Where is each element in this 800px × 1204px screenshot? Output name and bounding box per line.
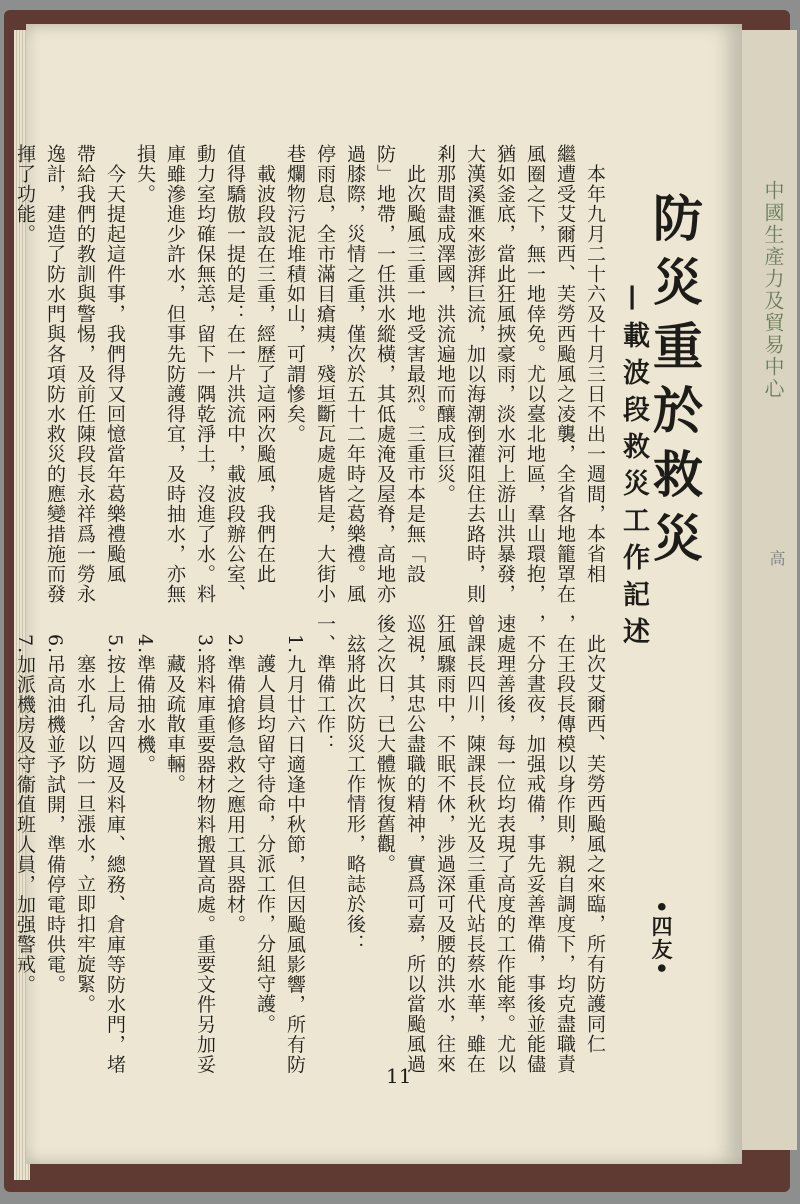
lower-text-column: 6.吊高油機並予試開，準備停電時供電。 [44,614,66,995]
upper-text-column: 大漢溪滙來澎湃巨流，加以海潮倒灌阻住去路時，則 [464,144,486,604]
lower-text-column: ，不分晝夜，加强戒備，事先妥善準備，事後並能儘 [524,614,546,1074]
lower-text-column: 5.按上局舍四週及料庫、總務、倉庫等防水門，堵 [104,614,126,1075]
upper-text-column: 防」地帶，一任洪水縱橫，其低處淹及屋脊，高地亦 [374,144,396,604]
upper-text-column: 猶如釜底，當此狂風挾豪雨，淡水河上游山洪暴發， [494,144,516,604]
upper-text-column: 動力室均確保無恙，留下一隅乾淨土，沒進了水。料 [194,144,216,604]
lower-text-column: 一、準備工作： [314,614,336,754]
lower-text-column: 巡視，其忠公盡職的精神，實爲可嘉，所以當颱風過 [404,614,426,1074]
upper-text-column: 帶給我們的教訓與警惕，及前任陳段長永祥爲一勞永 [74,144,96,604]
upper-text-column: 剎那間盡成澤國，洪流遍地而釀成巨災。 [434,144,456,504]
upper-text-column: 停雨息，全市滿目瘡痍，殘垣斷瓦處處皆是，大街小 [314,144,336,604]
upper-text-column: 繼遭受艾爾西、芙勞西颱風之凌襲，全省各地籠罩在 [554,144,576,604]
upper-text-column: 載波段設在三重，經歷了這兩次颱風，我們在此 [254,144,276,584]
facing-page-fragment-2: 高 [767,550,786,568]
article-title: 防災重於救災 [645,192,704,576]
lower-text-column: 後之次日，已大體恢復舊觀。 [374,614,396,874]
lower-text-column: 此次艾爾西、芙勞西颱風之來臨，所有防護同仁 [584,614,606,1054]
page-number: 11 [386,1064,412,1088]
lower-text-column: 玆將此次防災工作情形，略誌於後： [344,614,366,954]
lower-text-column: ，在王段長傳模以身作則，親自調度下，均克盡職責 [554,614,576,1074]
upper-text-column: 巷爛物污泥堆積如山，可謂慘矣。 [284,144,306,444]
lower-text-column: 曾課長四川，陳課長秋光及三重代站長蔡水華，雖在 [464,614,486,1074]
magazine-brand: •四友• [649,900,674,977]
upper-text-column: 今天提起這件事，我們得又回憶當年葛樂禮颱風 [104,144,126,584]
lower-text-column: 護人員均留守待命，分派工作，分組守護。 [254,614,276,1034]
facing-page-fragment: 中國生產力及貿易中心 [761,180,785,400]
upper-text-column: 損失。 [134,144,156,204]
lower-text-column: 速處理善後，每一位均表現了高度的工作能率。尤以 [494,614,516,1074]
lower-text-column: 3.將料庫重要器材物料搬置高處。重要文件另加妥 [194,614,216,1075]
lower-text-column: 藏及疏散車輛。 [164,614,186,794]
lower-text-column: 4.準備抽水機。 [134,614,156,775]
lower-text-column: 2.準備搶修急救之應用工具器材。 [224,614,246,935]
upper-text-column: 本年九月二十六及十月三日不出一週間，本省相 [584,144,606,584]
upper-text-column: 逸計，建造了防水門與各項防水救災的應變措施而發 [44,144,66,604]
article-body-lower [10,614,610,1075]
upper-text-column: 過膝際，災情之重，僅次於五十二年時之葛樂禮。風 [344,144,366,604]
lower-text-column: 7.加派機房及守衞值班人員，加强警戒。 [14,614,36,995]
upper-text-column: 庫雖滲進少許水，但事先防護得宜，及時抽水，亦無 [164,144,186,604]
upper-text-column: 風圈之下，無一地倖免。尤以臺北地區，羣山環抱， [524,144,546,604]
book-page [14,24,742,1164]
upper-text-column: 此次颱風三重一地受害最烈。三重市本是無「設 [404,144,426,584]
lower-text-column: 狂風驟雨中，不眠不休，涉過深可及腰的洪水，往來 [434,614,456,1074]
article-subtitle: —載波段救災工作記述 [618,284,649,654]
article-body-upper [10,144,610,630]
lower-text-column: 1.九月廿六日適逢中秋節，但因颱風影響，所有防 [284,614,306,1075]
upper-text-column: 揮了功能。 [14,144,36,244]
lower-text-column: 塞水孔，以防一旦漲水，立即扣牢旋緊。 [74,614,96,1014]
upper-text-column: 值得驕傲一提的是：在一片洪流中，載波段辦公室、 [224,144,246,604]
facing-page-edge [738,30,797,1150]
